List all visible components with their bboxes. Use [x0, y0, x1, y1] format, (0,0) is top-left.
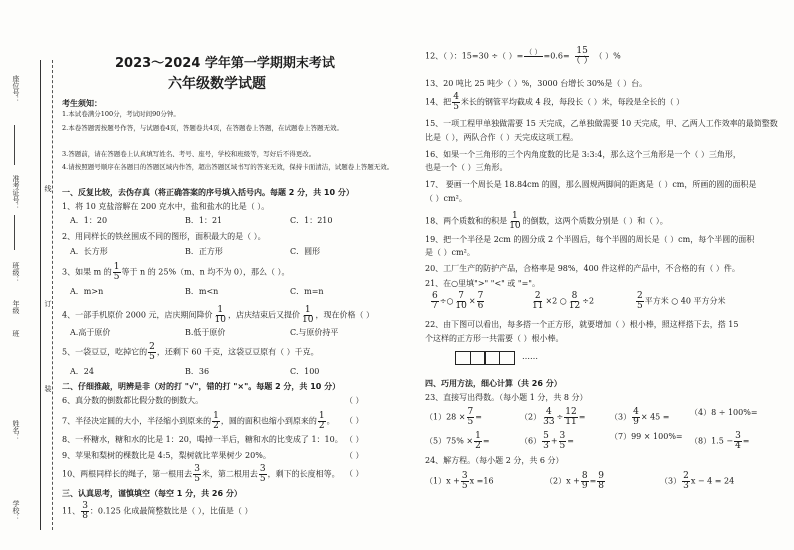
exam-subtitle: 六年级数学试题: [168, 76, 266, 92]
q7-fraction-1: $\frac{1}{2}$: [213, 411, 219, 431]
q3-text-a: 3、如果 m 的: [62, 267, 112, 277]
q22-ellipsis: ……: [522, 352, 538, 361]
equation-3: （3） $\frac{2}{3}$ x − 4 = 24: [660, 471, 735, 491]
q17-text-a: 17、 要画一个周长是 18.84cm 的圆，那么圆规两脚间的距离是（ ）cm，所画的圆的面积是: [425, 180, 757, 189]
notice-item-2: 2.本卷答题需按题号作答，与试题卷4页，答题卷共4页，在答题卷上答题，在试题卷上答题无效。: [62, 124, 343, 132]
q21-item-1: $\frac{6}{7}$ ÷○ $\frac{7}{10}$ × $\frac{7}{6}$: [432, 291, 484, 311]
exam-no-blank: [14, 215, 16, 250]
q1-text: 1、将 10 克盐溶解在 200 克水中，盐和盐水的比是（ ）。: [62, 202, 270, 211]
q10-text: 10、两根同样长的绳子，第一根用去 $\frac{3}{5}$ 米，第二根用去 $\frac{3}{5}$ ，剩下的长度相等。: [62, 464, 340, 484]
grade-label: 年级: [12, 300, 20, 314]
notice-item-3: 3.答题前，请在答题卷上认真填写姓名、考号、座号，学校和班级等，写好后不得更改。: [62, 150, 316, 158]
calc-6: （6） $\frac{5}{3}$ + $\frac{3}{5}$ =: [520, 431, 574, 451]
q22-text-b: 个这样的正方形一共需要（ ）根小棒。: [425, 334, 564, 343]
class-label: 班级：: [12, 262, 20, 283]
q21-text: 21、在○里填">" "<" 或 "="。: [425, 279, 540, 288]
q2-option-a: A．长方形: [70, 247, 108, 256]
q5-fraction: $\frac{2}{5}$: [149, 342, 155, 362]
section3-heading: 三、认真思考，谨慎填空（每空 1 分，共 26 分）: [62, 489, 242, 498]
q2-option-b: B．正方形: [185, 247, 223, 256]
q1-option-a: A．1：20: [70, 216, 108, 225]
q3-option-c: C．m=n: [290, 287, 324, 296]
q14-text: 14、把 $\frac{4}{5}$ 米长的钢管平均截成 4 段，每段长（ ）米，每段是全长的（ ）: [425, 92, 685, 112]
q12-fraction-box: （ ）: [525, 48, 542, 56]
school-label: 学校：: [12, 500, 20, 521]
q16-text-a: 16、如果一个三角形的三个内角度数的比是 3:3:4，那么这个三角形是一个（ ）三角形，: [425, 150, 741, 159]
q7-answer-paren: （ ）: [345, 416, 364, 425]
q10-fraction-2: $\frac{3}{5}$: [259, 464, 266, 484]
q4-fraction-2: $\frac{1}{10}$: [302, 305, 314, 325]
ban-label: 班: [12, 330, 20, 337]
q19-text-a: 19、把一个半径是 2cm 的圆分成 2 个半圆后，每个半圆的周长是（ ）cm，每个半圆的面积: [425, 235, 755, 244]
calc-5: （5）75% × $\frac{1}{2}$ =: [425, 431, 490, 451]
q18-fraction: $\frac{1}{10}$: [509, 211, 521, 231]
q3-text-b: 等于 n 的 25%（m、n 均不为 0），那么（ ）。: [121, 267, 290, 277]
q11-fraction: $\frac{3}{8}$: [82, 501, 88, 521]
q4-text: 4、一部手机原价 2000 元，店庆期间降价 $\frac{1}{10}$ ，店庆结束后又提价 $\frac{1}{10}$ ，现在价格（ ）: [62, 305, 374, 325]
q21-item-3: $\frac{2}{5}$ 平方米 ○ 40 平方分米: [637, 291, 726, 311]
q3-fraction: $\frac{1}{5}$: [113, 262, 120, 282]
q15-text-b: 比是（ ），两队合作（ ）天完成这项工程。: [425, 133, 579, 142]
q22-text-a: 22、由下图可以看出，每多搭一个正方形，就要增加（ ）根小棒，照这样搭下去，搭 15: [425, 320, 739, 329]
binding-line: [40, 60, 41, 530]
zhuang-label: 装: [44, 385, 52, 392]
exam-title: 2023～2024 学年第一学期期末考试: [115, 56, 335, 71]
exam-no-label: 准考证号：: [12, 175, 20, 210]
q20-text: 20、工厂生产的防护产品，合格率是 98%，400 件这样的产品中，不合格的有（ ）件。: [425, 264, 740, 273]
q22-square-figure: [455, 350, 513, 369]
q2-option-c: C．圆形: [290, 247, 321, 256]
q4-option-c: C.与原价持平: [290, 328, 339, 337]
q12-text: 12、（ ）：15=30 ÷（ ）= （ ） =0.6= $\frac{15}{( )}$ （ ）%: [425, 46, 621, 66]
q3-text: [62, 263, 290, 282]
notice-heading: 考生须知：: [62, 98, 102, 108]
q11-text: 11、 $\frac{3}{8}$ ：0.125 化成最简整数比是（ ），比值是（ ）: [62, 501, 253, 521]
binding-dashed-line: [52, 60, 53, 530]
q4-fraction-1: $\frac{1}{10}$: [214, 305, 226, 325]
q5-option-c: C．100: [290, 367, 320, 376]
section4-heading: 四、巧用方法，细心计算（共 26 分）: [425, 379, 562, 388]
q10-fraction-1: $\frac{3}{5}$: [194, 464, 200, 484]
q5-option-b: B．36: [185, 367, 210, 376]
q8-text: 8、一杯糖水，糖和水的比是 1：20，喝掉一半后，糖和水的比变成了 1：10。: [62, 435, 343, 444]
q6-text: 6、真分数的倒数都比假分数的倒数大。: [62, 396, 204, 405]
q9-answer-paren: （ ）: [345, 451, 364, 460]
q13-text: 13、20 吨比 25 吨少（ ）%，3000 台增长 30%是（ ）台。: [425, 79, 648, 88]
q3-option-b: B．m<n: [185, 287, 219, 296]
q9-text: 9、苹果和梨树的棵数比是 4:5，梨树就比苹果树少 20%。: [62, 451, 271, 460]
q2-text: 2、用同样长的铁丝围成不同的图形，面积最大的是（ ）。: [62, 232, 266, 241]
q7-text: 7、半径决定圆的大小，半径缩小到原来的 $\frac{1}{2}$ ，圆的面积也缩小到原来的 $\frac{1}{2}$ 。: [62, 411, 335, 431]
q18-text: 18、两个质数和的积是 $\frac{1}{10}$ 的倒数，这两个质数分别是（ ）和（ ）。: [425, 211, 668, 231]
q23-text: 23、直接写出得数。（每小题 1 分，共 8 分）: [425, 393, 588, 402]
q14-fraction: $\frac{4}{5}$: [453, 92, 459, 112]
q4-option-a: A.高于原价: [70, 328, 111, 337]
name-label: 姓名：: [12, 420, 20, 441]
q1-option-b: B．1：21: [185, 216, 223, 225]
seat-blank: [14, 125, 16, 165]
q4-option-b: B.低于原价: [185, 328, 226, 337]
equation-1: （1）x + $\frac{3}{5}$ x =16: [425, 471, 494, 491]
q24-text: 24、解方程。（每小题 2 分，共 6 分）: [425, 456, 564, 465]
q3-option-a: A．m>n: [70, 287, 104, 296]
section1-heading: 一、反复比较，去伪存真（将正确答案的序号填入括号内。每题 2 分，共 10 分）: [62, 188, 354, 197]
q5-text: 5、一袋豆豆，吃掉它的 $\frac{2}{5}$ ，还剩下 60 千克，这袋豆豆原有（ ）千克。: [62, 342, 319, 362]
q15-text-a: 15、一项工程甲单独做需要 15 天完成，乙单独做需要 10 天完成，甲、乙两人工作效率的最简整数: [425, 119, 778, 128]
notice-item-4: 4.请按照题号顺序在各题目的答题区域内作答，超出答题区域书写的答案无效，保持卡面清洁，试题卷上答题无效。: [62, 163, 394, 171]
q1-option-c: C．1：210: [290, 216, 333, 225]
calc-1: （1）28 × $\frac{7}{5}$ =: [425, 407, 482, 427]
calc-3: （3） $\frac{4}{9}$ × 45 =: [610, 407, 670, 427]
calc-8: （8）1.5 − $\frac{3}{4}$ =: [690, 431, 750, 451]
q12-fraction-15: $\frac{15}{( )}$: [571, 46, 593, 66]
q17-text-b: （ ）cm²。: [425, 194, 467, 203]
calc-7: （7）99 × 100%=: [610, 432, 683, 441]
q10-answer-paren: （ ）: [345, 469, 364, 478]
calc-2: （2） $\frac{4}{33}$ ÷ $\frac{12}{11}$ =: [520, 407, 586, 427]
ding-label: 订: [44, 300, 52, 307]
q21-item-2: $\frac{2}{11}$ ×2 ○ $\frac{8}{12}$ ÷2: [532, 291, 595, 311]
seat-label: 座位号：: [12, 75, 20, 103]
q8-answer-paren: （ ）: [345, 435, 364, 444]
q7-fraction-2: $\frac{1}{2}$: [318, 411, 325, 431]
q5-option-a: A．24: [70, 367, 94, 376]
section2-heading: 二、仔细推敲，明辨是非（对的打 "√"，错的打 "×"。每题 2 分，共 10 分）: [62, 382, 341, 391]
notice-item-1: 1.本试卷满分100分，考试时间90分钟。: [62, 110, 180, 118]
q6-answer-paren: （ ）: [345, 396, 364, 405]
calc-4: （4）8 ÷ 100%=: [690, 408, 758, 417]
xian-label: 线: [44, 185, 52, 192]
q19-text-b: 是（ ）cm²。: [425, 248, 475, 257]
q16-text-b: 也是一个（ ）三角形。: [425, 163, 508, 172]
equation-2: （2）x + $\frac{8}{9}$ = $\frac{9}{8}$: [545, 471, 605, 491]
